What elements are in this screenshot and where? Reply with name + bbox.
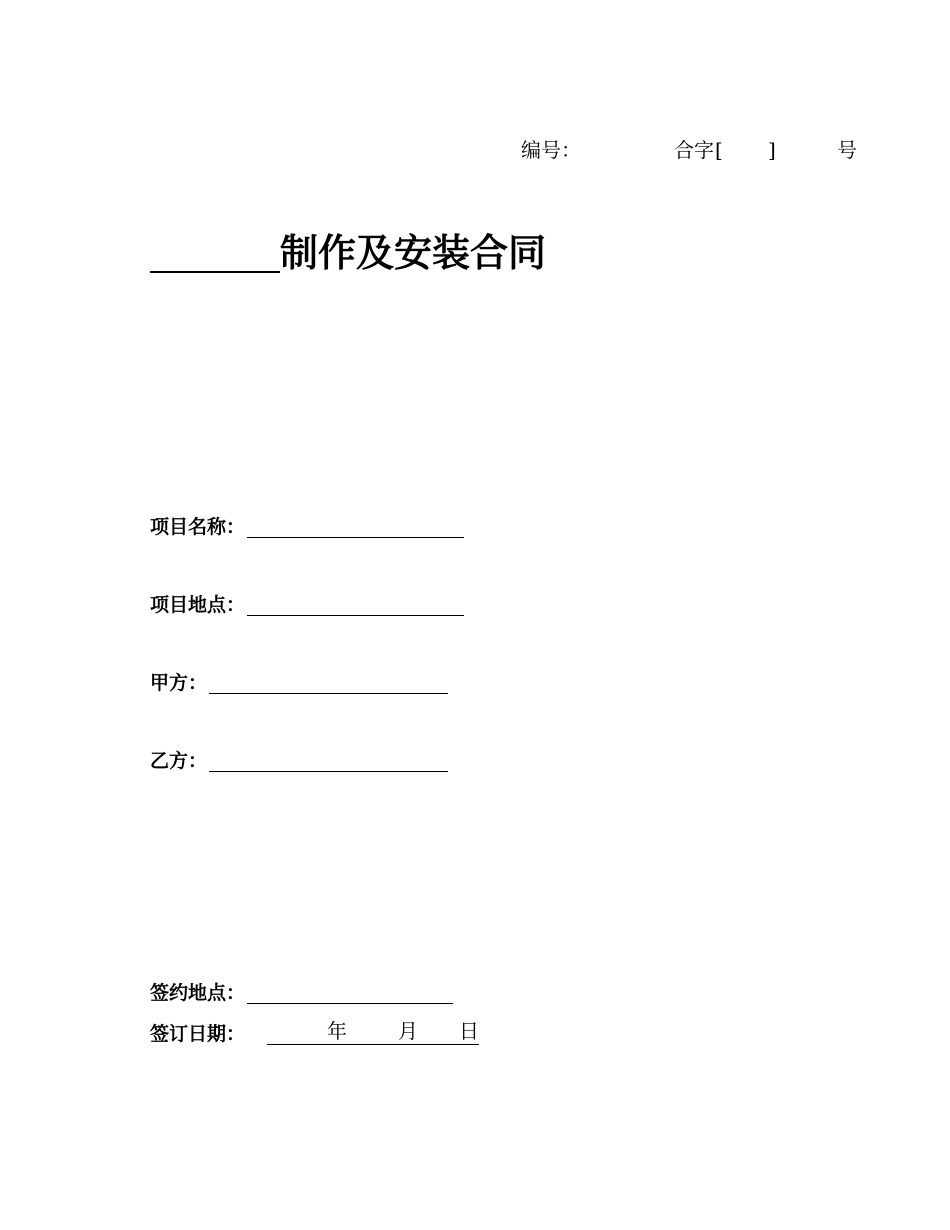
signing-date-field xyxy=(150,1017,479,1047)
project-name-field xyxy=(150,510,464,540)
project-name-label: 项目名称： xyxy=(150,516,246,538)
party-b-label: 乙方： xyxy=(150,750,208,772)
signing-place-label: 签约地点： xyxy=(150,982,246,1004)
contract-number-line xyxy=(521,136,861,164)
bracket-close: ] xyxy=(768,138,776,162)
project-location-blank xyxy=(247,593,464,616)
date-month: 月 xyxy=(398,1019,419,1043)
signing-place-blank xyxy=(247,981,453,1004)
date-year: 年 xyxy=(327,1019,348,1043)
document-title xyxy=(150,226,546,276)
number-suffix: 号 xyxy=(837,138,857,162)
date-day: 日 xyxy=(459,1019,480,1043)
signing-date-label: 签订日期： xyxy=(150,1023,246,1045)
party-b-field xyxy=(150,744,448,774)
party-a-blank xyxy=(209,671,448,694)
signing-date-blank xyxy=(267,1018,479,1045)
party-a-label: 甲方： xyxy=(150,672,208,694)
title-blank-line xyxy=(150,231,280,273)
bracket-open: [ xyxy=(715,138,723,162)
signing-place-field xyxy=(150,976,453,1006)
party-a-field xyxy=(150,666,448,696)
party-b-blank xyxy=(209,749,448,772)
project-location-label: 项目地点： xyxy=(150,594,246,616)
title-text: 制作及安装合同 xyxy=(280,231,547,275)
project-location-field xyxy=(150,588,464,618)
project-name-blank xyxy=(247,515,464,538)
contract-word: 合字 xyxy=(674,138,714,162)
serial-label: 编号： xyxy=(521,138,581,162)
